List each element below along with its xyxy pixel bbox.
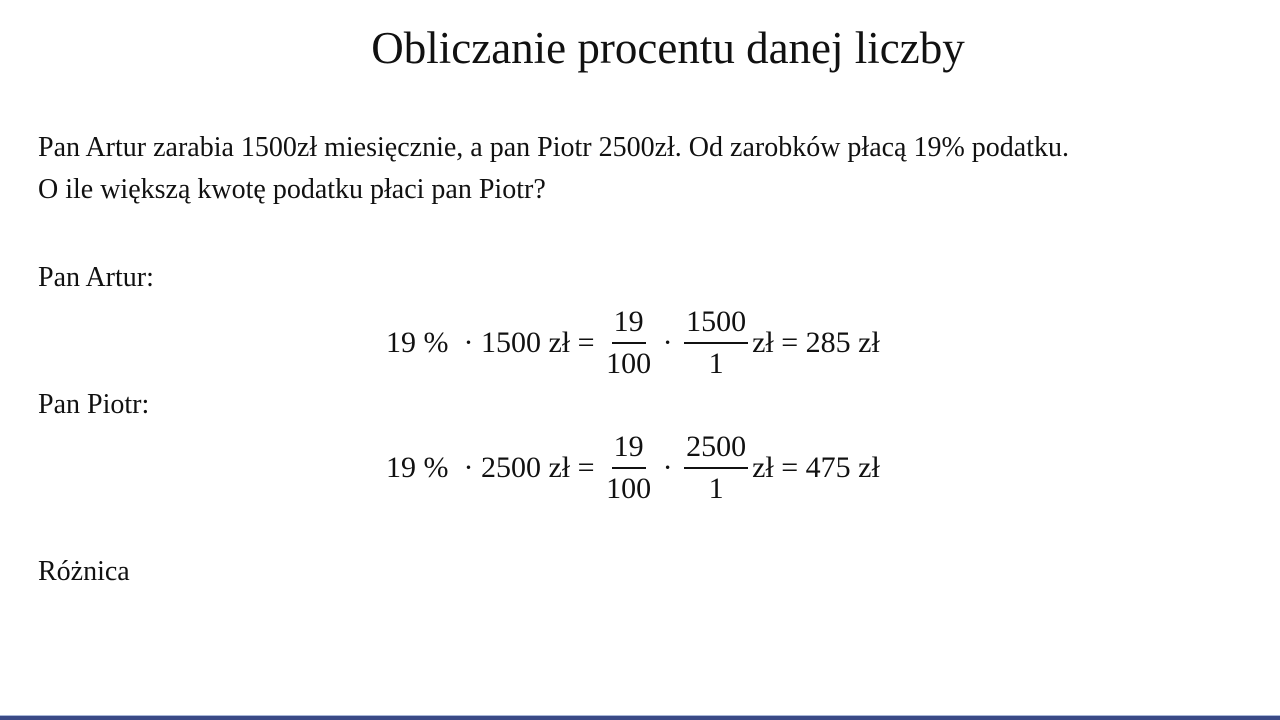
problem-line-1: Pan Artur zarabia 1500zł miesięcznie, a pan Piotr 2500zł. Od zarobków płacą 19% podatku. <box>38 132 1070 163</box>
multiply-dot: · <box>655 326 681 359</box>
numerator: 1500 <box>684 302 748 344</box>
numerator: 19 <box>612 302 646 344</box>
denominator: 1 <box>708 347 724 380</box>
piotr-equation <box>386 427 880 509</box>
artur-label: Pan Artur: <box>38 262 154 293</box>
numerator: 19 <box>612 427 646 469</box>
slide-title: Obliczanie procentu danej liczby <box>371 23 965 73</box>
numerator: 2500 <box>684 427 748 469</box>
equation-rhs: zł = 285 zł <box>752 326 880 359</box>
multiply-dot: · <box>655 451 681 484</box>
equation-lhs: 19 % · 1500 zł = <box>386 326 603 359</box>
fraction <box>684 427 748 509</box>
denominator: 1 <box>708 472 724 505</box>
denominator: 100 <box>606 472 652 505</box>
difference-label: Różnica <box>38 556 130 587</box>
fraction <box>684 302 748 384</box>
fraction <box>606 427 651 509</box>
problem-line-2: O ile większą kwotę podatku płaci pan Piotr? <box>38 174 546 205</box>
denominator: 100 <box>606 347 652 380</box>
equation-lhs: 19 % · 2500 zł = <box>386 451 603 484</box>
artur-equation <box>386 302 880 384</box>
equation-rhs: zł = 475 zł <box>752 451 880 484</box>
fraction <box>606 302 651 384</box>
piotr-label: Pan Piotr: <box>38 389 150 420</box>
bottom-border <box>0 715 1280 720</box>
